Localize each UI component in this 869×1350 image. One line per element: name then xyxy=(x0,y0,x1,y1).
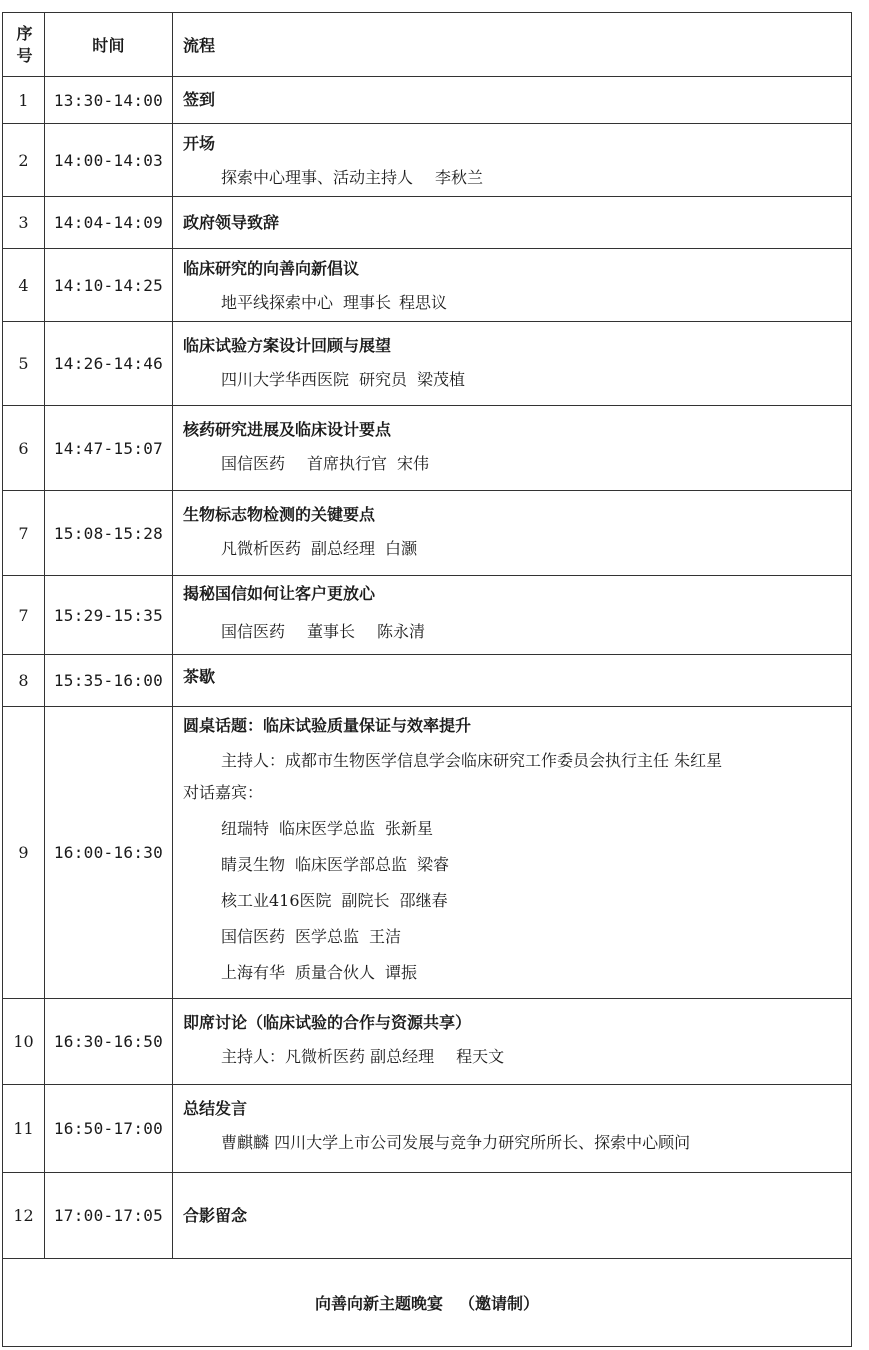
row-time: 17:00-17:05 xyxy=(45,1173,173,1259)
table-row xyxy=(3,124,852,197)
speaker-role: 首席执行官 xyxy=(307,454,388,473)
row-seq: 3 xyxy=(3,197,45,249)
row-seq: 10 xyxy=(3,999,45,1085)
table-row xyxy=(3,406,852,491)
row-title: 即席讨论（临床试验的合作与资源共享） xyxy=(183,1013,472,1032)
guest-item xyxy=(183,890,851,912)
guest-org: 睛灵生物 xyxy=(221,855,286,874)
speaker-name: 李秋兰 xyxy=(435,168,484,187)
row-seq: 1 xyxy=(3,77,45,124)
guest-name: 梁睿 xyxy=(417,855,450,874)
row-seq: 8 xyxy=(3,655,45,707)
guest-role: 质量合伙人 xyxy=(295,963,376,982)
table-row xyxy=(3,249,852,322)
table-row xyxy=(3,77,852,124)
row-title: 临床试验方案设计回顾与展望 xyxy=(183,336,392,355)
row-seq: 9 xyxy=(3,707,45,999)
guest-list xyxy=(183,818,851,984)
row-time: 14:47-15:07 xyxy=(45,406,173,491)
banquet-cell xyxy=(3,1259,852,1347)
row-seq: 11 xyxy=(3,1085,45,1173)
table-header-row xyxy=(3,13,852,77)
row-seq: 4 xyxy=(3,249,45,322)
row-title: 圆桌话题：临床试验质量保证与效率提升 xyxy=(183,716,472,735)
row-time: 15:35-16:00 xyxy=(45,655,173,707)
speaker-org: 地平线探索中心 xyxy=(221,293,334,312)
row-time: 16:50-17:00 xyxy=(45,1085,173,1173)
row-flow xyxy=(173,1173,852,1259)
row-seq: 12 xyxy=(3,1173,45,1259)
speaker-org: 国信医药 xyxy=(221,622,286,641)
speaker-name: 程天文 xyxy=(456,1047,505,1066)
row-time: 14:10-14:25 xyxy=(45,249,173,322)
guest-item xyxy=(183,854,851,876)
guest-name: 邵继春 xyxy=(399,891,448,910)
row-seq: 5 xyxy=(3,322,45,406)
guest-org: 上海有华 xyxy=(221,963,286,982)
header-seq xyxy=(3,13,45,77)
row-title: 政府领导致辞 xyxy=(183,212,280,232)
row-time: 14:26-14:46 xyxy=(45,322,173,406)
guest-role: 临床医学总监 xyxy=(279,819,376,838)
row-flow xyxy=(173,491,852,576)
table-row xyxy=(3,999,852,1085)
row-title: 临床研究的向善向新倡议 xyxy=(183,259,360,278)
row-speaker xyxy=(183,538,851,560)
row-speaker: 曹麒麟 四川大学上市公司发展与竞争力研究所所长、探索中心顾问 xyxy=(221,1133,691,1152)
table-row xyxy=(3,1173,852,1259)
row-time: 14:00-14:03 xyxy=(45,124,173,197)
guest-item xyxy=(183,926,851,948)
header-seq-label: 序号 xyxy=(16,23,33,65)
speaker-name: 程思议 xyxy=(399,293,448,312)
row-flow xyxy=(173,197,852,249)
speaker-host: 主持人：凡微析医药 副总经理 xyxy=(221,1047,435,1066)
row-flow xyxy=(173,999,852,1085)
row-time: 15:08-15:28 xyxy=(45,491,173,576)
row-speaker xyxy=(183,369,851,391)
speaker-name: 陈永清 xyxy=(377,622,426,641)
row-title: 揭秘国信如何让客户更放心 xyxy=(183,584,376,603)
header-time: 时间 xyxy=(45,13,173,77)
banquet-row xyxy=(3,1259,852,1347)
row-title: 核药研究进展及临床设计要点 xyxy=(183,420,392,439)
banquet-note: （邀请制） xyxy=(459,1294,540,1313)
speaker-role: 探索中心理事、活动主持人 xyxy=(221,168,414,187)
speaker-org: 凡微析医药 xyxy=(221,539,302,558)
agenda-table xyxy=(2,12,852,1347)
guest-item xyxy=(183,818,851,840)
speaker-role: 副总经理 xyxy=(311,539,376,558)
roundtable-host: 主持人：成都市生物医学信息学会临床研究工作委员会执行主任 朱红星 xyxy=(221,751,723,770)
row-flow xyxy=(173,77,852,124)
speaker-name: 梁茂植 xyxy=(417,370,466,389)
banquet-title: 向善向新主题晚宴 xyxy=(314,1294,443,1313)
row-time: 14:04-14:09 xyxy=(45,197,173,249)
table-row xyxy=(3,322,852,406)
speaker-org: 国信医药 xyxy=(221,454,286,473)
row-speaker xyxy=(183,621,851,643)
row-title: 生物标志物检测的关键要点 xyxy=(183,505,376,524)
guest-org: 国信医药 xyxy=(221,927,286,946)
row-flow xyxy=(173,249,852,322)
guest-name: 谭振 xyxy=(385,963,418,982)
row-time: 15:29-15:35 xyxy=(45,576,173,655)
row-time: 13:30-14:00 xyxy=(45,77,173,124)
guest-role: 临床医学部总监 xyxy=(295,855,408,874)
table-row xyxy=(3,491,852,576)
row-title: 签到 xyxy=(183,90,216,109)
row-title: 开场 xyxy=(183,134,216,153)
row-speaker xyxy=(183,453,851,475)
row-time: 16:00-16:30 xyxy=(45,707,173,999)
speaker-role: 研究员 xyxy=(359,370,408,389)
row-speaker xyxy=(183,167,851,189)
row-speaker xyxy=(183,292,851,314)
speaker-org: 四川大学华西医院 xyxy=(221,370,350,389)
row-title: 总结发言 xyxy=(183,1099,248,1118)
guest-role: 医学总监 xyxy=(295,927,360,946)
guest-org: 纽瑞特 xyxy=(221,819,270,838)
row-flow xyxy=(173,322,852,406)
speaker-name: 白灏 xyxy=(385,539,418,558)
row-seq: 7 xyxy=(3,491,45,576)
table-row xyxy=(3,197,852,249)
row-time: 16:30-16:50 xyxy=(45,999,173,1085)
table-row xyxy=(3,576,852,655)
table-row xyxy=(3,707,852,999)
roundtable-guests-label: 对话嘉宾： xyxy=(183,783,264,802)
table-row xyxy=(3,1085,852,1173)
header-flow: 流程 xyxy=(173,13,852,77)
guest-org: 核工业416医院 xyxy=(221,891,332,910)
row-seq: 2 xyxy=(3,124,45,197)
row-seq: 6 xyxy=(3,406,45,491)
row-title: 合影留念 xyxy=(183,1205,248,1225)
guest-name: 王洁 xyxy=(369,927,402,946)
row-flow xyxy=(173,406,852,491)
guest-role: 副院长 xyxy=(341,891,390,910)
row-flow xyxy=(173,576,852,655)
row-flow xyxy=(173,1085,852,1173)
row-flow xyxy=(173,124,852,197)
guest-name: 张新星 xyxy=(385,819,434,838)
row-seq: 7 xyxy=(3,576,45,655)
table-row xyxy=(3,655,852,707)
speaker-name: 宋伟 xyxy=(397,454,430,473)
speaker-role: 董事长 xyxy=(307,622,356,641)
row-flow xyxy=(173,707,852,999)
row-speaker xyxy=(183,1046,851,1068)
row-title: 茶歇 xyxy=(183,666,216,686)
row-flow xyxy=(173,655,852,707)
guest-item xyxy=(183,962,851,984)
speaker-role: 理事长 xyxy=(343,293,392,312)
